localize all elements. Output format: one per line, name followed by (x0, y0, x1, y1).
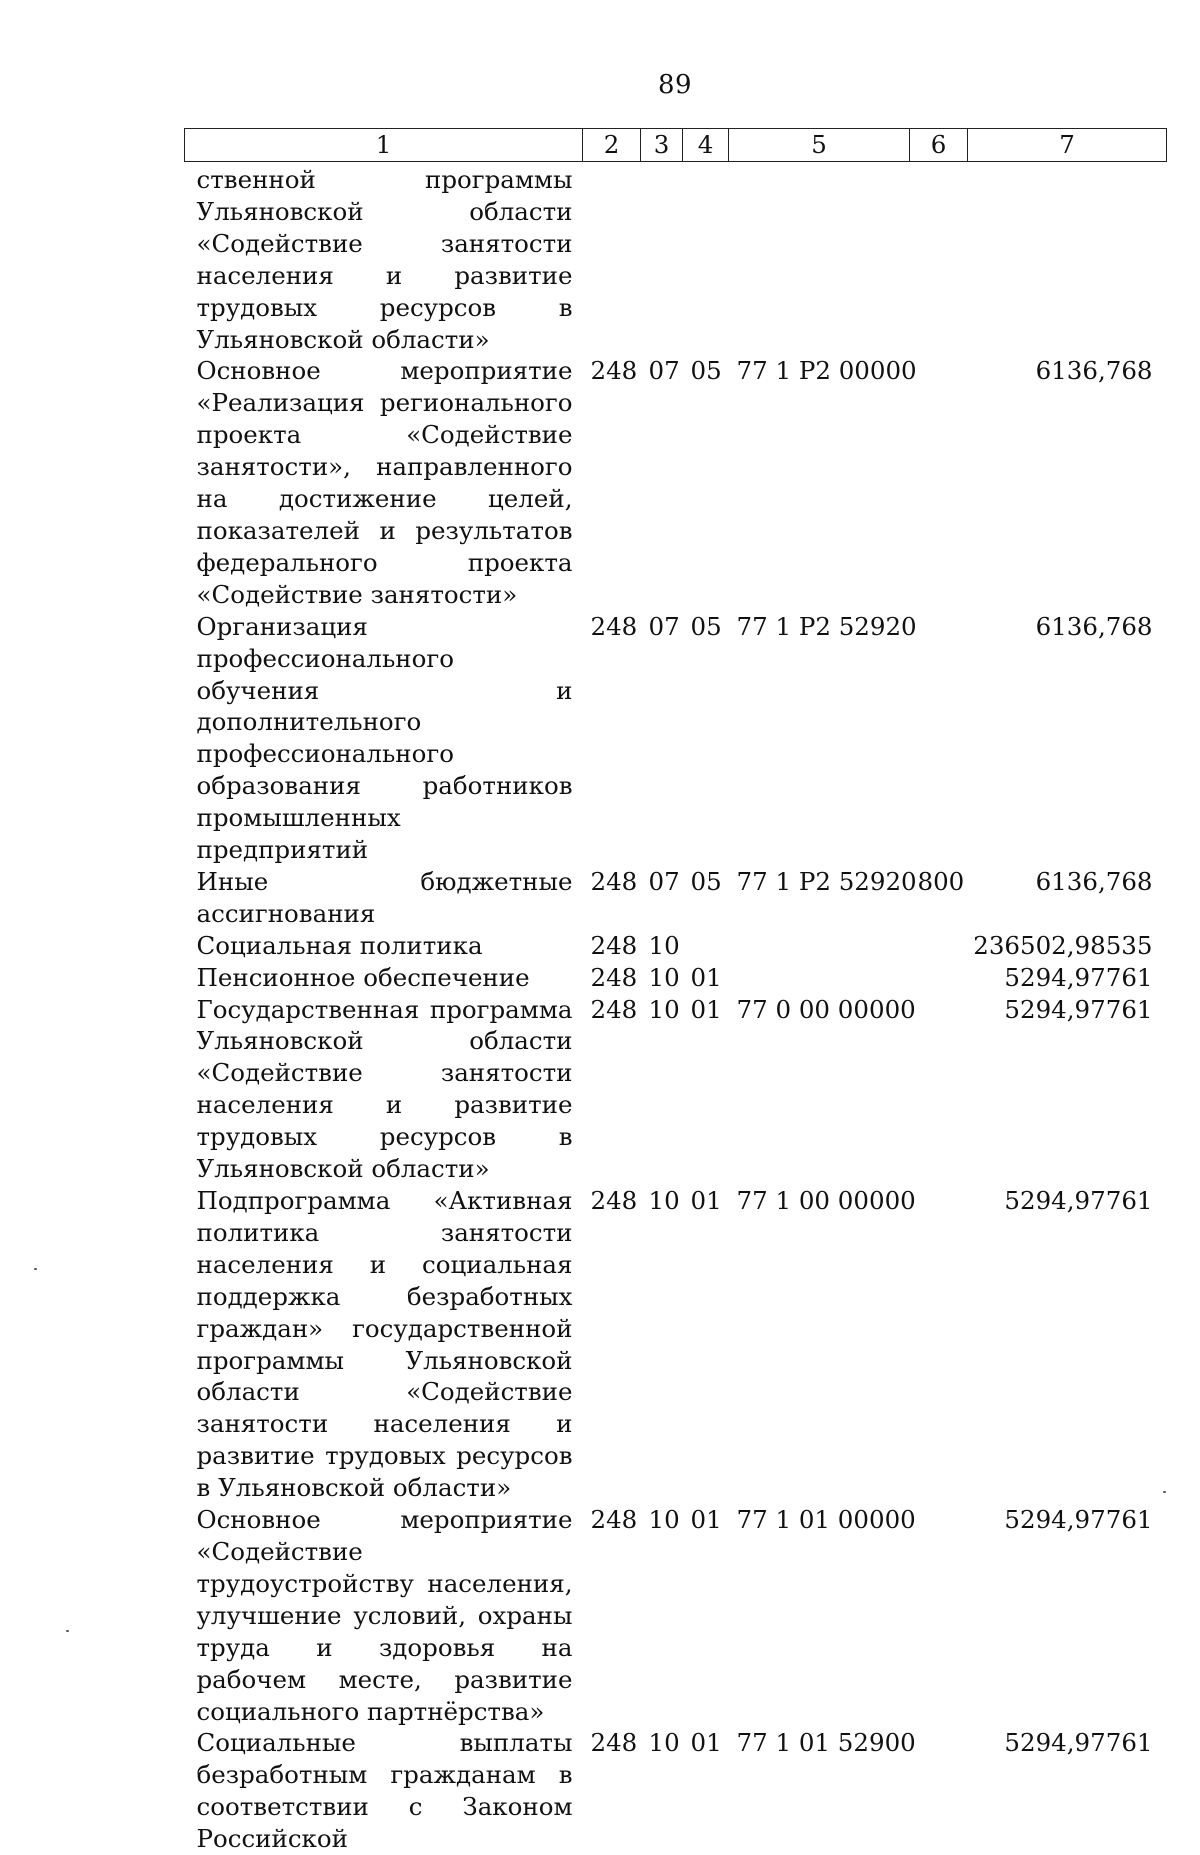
table-row (185, 962, 1167, 994)
row-name-cell: Государственная программа Ульяновской области «Содействие занятости населения и развитие трудовых ресурсов в Ульяновской области» (185, 994, 583, 1185)
row-admin-code-cell: 248 (583, 611, 641, 866)
row-section-cell: 07 (641, 355, 683, 610)
row-target-article-cell: 77 1 01 52900 (729, 1727, 910, 1855)
row-subsection-cell: 05 (683, 611, 729, 866)
row-target-article-cell (729, 162, 910, 356)
row-subsection-cell: 05 (683, 355, 729, 610)
table-row (185, 1727, 1167, 1855)
row-amount-cell: 5294,97761 (968, 1504, 1167, 1727)
row-amount-cell: 6136,768 (968, 355, 1167, 610)
row-target-article-cell: 77 0 00 00000 (729, 994, 910, 1185)
row-admin-code-cell: 248 (583, 994, 641, 1185)
row-expense-type-cell (910, 355, 968, 610)
row-section-cell: 10 (641, 994, 683, 1185)
row-amount-cell: 5294,97761 (968, 1185, 1167, 1504)
row-expense-type-cell (910, 1727, 968, 1855)
row-name-cell: Подпрограмма «Активная политика занятости населения и социальная поддержка безработных граждан» государственной программы Ульяновской области «Содействие занятости населения и развитие трудовых ресурсов в Ульяновской области» (185, 1185, 583, 1504)
row-admin-code-cell: 248 (583, 1504, 641, 1727)
row-amount-cell: 6136,768 (968, 611, 1167, 866)
row-amount-cell: 5294,97761 (968, 994, 1167, 1185)
row-amount-cell: 236502,98535 (968, 930, 1167, 962)
row-subsection-cell: 05 (683, 866, 729, 930)
row-name-cell: ственной программы Ульяновской области «Содействие занятости населения и развитие трудовых ресурсов в Ульяновской области» (185, 162, 583, 356)
row-target-article-cell: 77 1 P2 52920 (729, 611, 910, 866)
row-admin-code-cell: 248 (583, 1727, 641, 1855)
row-name-cell: Основное мероприятие «Содействие трудоустройству населения, улучшение условий, охраны труда и здоровья на рабочем месте, развитие социального партнёрства» (185, 1504, 583, 1727)
row-admin-code-cell: 248 (583, 355, 641, 610)
row-section-cell: 10 (641, 1727, 683, 1855)
row-expense-type-cell (910, 1185, 968, 1504)
table-row (185, 866, 1167, 930)
table-row (185, 162, 1167, 356)
row-amount-cell: 5294,97761 (968, 962, 1167, 994)
row-admin-code-cell (583, 162, 641, 356)
row-section-cell: 10 (641, 1185, 683, 1504)
row-subsection-cell: 01 (683, 1185, 729, 1504)
row-amount-cell (968, 162, 1167, 356)
column-header-5: 5 (729, 129, 910, 162)
row-name-cell: Организация профессионального обучения и дополнительного профессионального образования работников промышленных предприятий (185, 611, 583, 866)
row-name-cell: Социальные выплаты безработным гражданам в соответствии с Законом Российской (185, 1727, 583, 1855)
row-admin-code-cell: 248 (583, 962, 641, 994)
row-admin-code-cell: 248 (583, 1185, 641, 1504)
table-body (185, 162, 1167, 1855)
scan-speck (1163, 1491, 1166, 1493)
budget-table (184, 128, 1167, 1855)
row-expense-type-cell (910, 930, 968, 962)
row-expense-type-cell (910, 1504, 968, 1727)
row-subsection-cell (683, 162, 729, 356)
row-expense-type-cell (910, 962, 968, 994)
row-target-article-cell: 77 1 01 00000 (729, 1504, 910, 1727)
row-amount-cell: 6136,768 (968, 866, 1167, 930)
header-row (185, 129, 1167, 162)
column-header-1: 1 (185, 129, 583, 162)
table-header (185, 129, 1167, 162)
row-target-article-cell: 77 1 P2 00000 (729, 355, 910, 610)
table-row (185, 355, 1167, 610)
row-name-cell: Социальная политика (185, 930, 583, 962)
row-expense-type-cell (910, 162, 968, 356)
column-header-7: 7 (968, 129, 1167, 162)
row-section-cell: 07 (641, 866, 683, 930)
row-expense-type-cell (910, 994, 968, 1185)
row-target-article-cell (729, 930, 910, 962)
row-subsection-cell: 01 (683, 962, 729, 994)
row-subsection-cell (683, 930, 729, 962)
table-row (185, 611, 1167, 866)
row-section-cell (641, 162, 683, 356)
row-expense-type-cell (910, 611, 968, 866)
row-section-cell: 10 (641, 962, 683, 994)
row-expense-type-cell: 800 (910, 866, 968, 930)
page-number: 89 (0, 70, 1200, 100)
row-name-cell: Пенсионное обеспечение (185, 962, 583, 994)
row-name-cell: Основное мероприятие «Реализация регионального проекта «Содействие занятости», направленного на достижение целей, показателей и результатов федерального проекта «Содействие занятости» (185, 355, 583, 610)
table-row (185, 1185, 1167, 1504)
row-target-article-cell: 77 1 00 00000 (729, 1185, 910, 1504)
row-admin-code-cell: 248 (583, 866, 641, 930)
column-header-6: 6 (910, 129, 968, 162)
column-header-4: 4 (683, 129, 729, 162)
row-target-article-cell (729, 962, 910, 994)
row-section-cell: 10 (641, 930, 683, 962)
row-subsection-cell: 01 (683, 994, 729, 1185)
scan-speck (66, 1630, 69, 1632)
column-header-2: 2 (583, 129, 641, 162)
row-subsection-cell: 01 (683, 1727, 729, 1855)
row-amount-cell: 5294,97761 (968, 1727, 1167, 1855)
table-row (185, 930, 1167, 962)
row-section-cell: 07 (641, 611, 683, 866)
table-row (185, 994, 1167, 1185)
row-subsection-cell: 01 (683, 1504, 729, 1727)
table-row (185, 1504, 1167, 1727)
row-admin-code-cell: 248 (583, 930, 641, 962)
scan-speck (34, 1268, 37, 1270)
row-name-cell: Иные бюджетные ассигнования (185, 866, 583, 930)
column-header-3: 3 (641, 129, 683, 162)
row-target-article-cell: 77 1 P2 52920 (729, 866, 910, 930)
row-section-cell: 10 (641, 1504, 683, 1727)
